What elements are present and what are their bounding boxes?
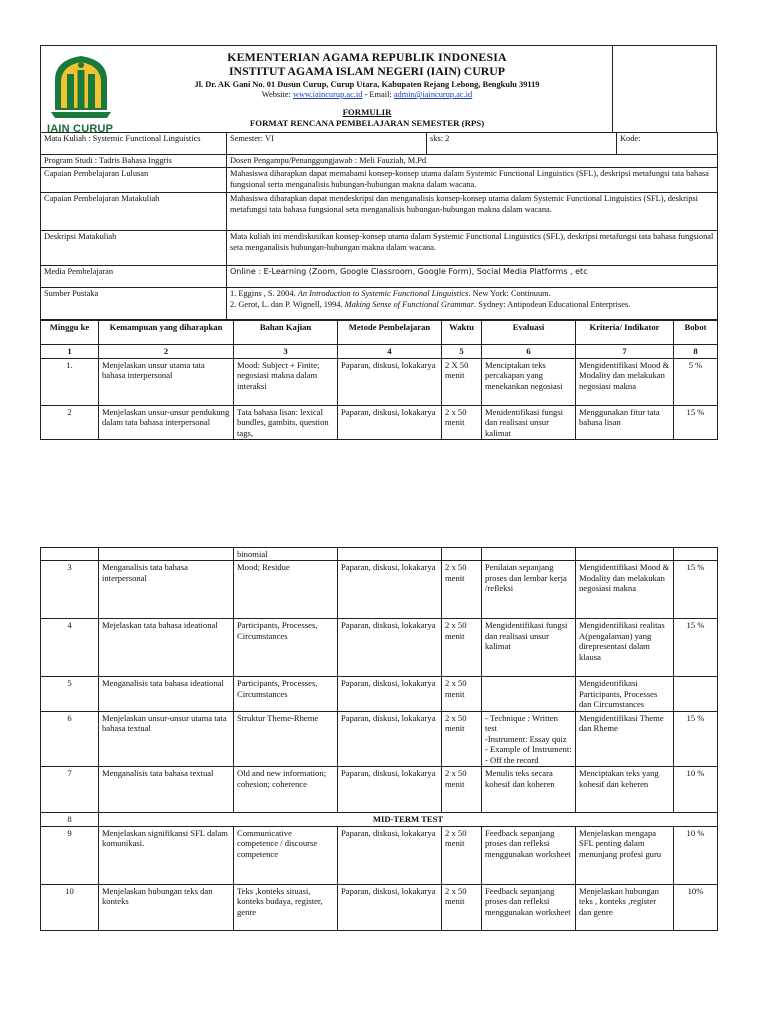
midterm-label: MID-TERM TEST xyxy=(99,813,718,826)
row-weight: 15 % xyxy=(674,405,718,439)
row-ability: Menjelaskan hubungan teks dan konteks xyxy=(99,884,234,930)
row-eval xyxy=(482,677,576,711)
colnum-5: 5 xyxy=(442,345,482,358)
logo-text: IAIN CURUP xyxy=(47,123,114,135)
course-info-table xyxy=(40,132,718,320)
row-eval: - Technique : Written test -Instrument: Essay quiz - Example of Instrument: - Off the record xyxy=(482,711,576,766)
col-material: Bahan Kajian xyxy=(234,321,338,345)
row-method: Paparan, diskusi, lokakarya xyxy=(338,677,442,711)
col-ability: Kemampuan yang diharapkan xyxy=(99,321,234,345)
header-divider xyxy=(612,46,613,133)
reference-2: 2. Gerot, L. dan P. Wignell, 1994. Making Sense of Functional Grammar. Sydney: Antipodean Educational Enterprises. xyxy=(230,299,631,309)
colnum-4: 4 xyxy=(338,345,442,358)
course-name-value: : Systemic Functional Linguistics xyxy=(88,134,201,143)
row-weight: 15 % xyxy=(674,711,718,766)
row-week: 1. xyxy=(41,358,99,405)
midterm-row xyxy=(41,813,718,826)
document-header xyxy=(40,45,717,135)
colnum-3: 3 xyxy=(234,345,338,358)
row-time: 2 x 50 menit xyxy=(442,767,482,813)
reference-1: 1. Eggins , S. 2004. An Introduction to Systemic Functional Linguistics. New York: Continuum. xyxy=(230,289,551,299)
row-time: 2 x 50 menit xyxy=(442,884,482,930)
row-criteria: Mengidentifikasi realitas A(pengalaman) yang direpresentasi dalam klausa xyxy=(576,619,674,677)
row-criteria: Mengidentifikasi Theme dan Rheme xyxy=(576,711,674,766)
row-weight: 15 % xyxy=(674,561,718,619)
row-criteria: Mengidentifikasi Mood & Modality dan melakukan negosiasi makna xyxy=(576,358,674,405)
col-week: Minggu ke xyxy=(41,321,99,345)
iain-curup-logo-icon xyxy=(45,50,117,132)
colnum-6: 6 xyxy=(482,345,576,358)
colnum-7: 7 xyxy=(576,345,674,358)
row-criteria: Mengidentifikasi Mood & Modality dan melakukan negosiasi makna xyxy=(576,561,674,619)
email-link[interactable]: admin@iaincurup.ac.id xyxy=(393,90,473,100)
row-weight: 10 % xyxy=(674,826,718,884)
row-material: Struktur Theme-Rheme xyxy=(234,711,338,766)
row-week: 5 xyxy=(41,677,99,711)
ministry-name: KEMENTERIAN AGAMA REPUBLIK INDONESIA xyxy=(227,50,507,64)
row-week: 3 xyxy=(41,561,99,619)
cpmk-label: Capaian Pembelajaran Matakuliah xyxy=(41,193,227,231)
row-material: Participants, Processes, Circumstances xyxy=(234,619,338,677)
row-criteria: Mengidentifikasi Participants, Processes dan Circumstances xyxy=(576,677,674,711)
header-text-block xyxy=(121,50,613,129)
table-row xyxy=(41,561,718,619)
colnum-2: 2 xyxy=(99,345,234,358)
row-ability: Menjelaskan signifikansi SFL dalam komunikasi. xyxy=(99,826,234,884)
row-criteria: Menjelaskan hubungan teks , konteks ,register dan genre xyxy=(576,884,674,930)
row-method: Paparan, diskusi, lokakarya xyxy=(338,561,442,619)
cpl-label: Capaian Pembelajaran Lulusan xyxy=(41,168,227,193)
row-eval: Mengidentifikasi fungsi dan realisasi unsur kalimat xyxy=(482,619,576,677)
continuation-text: binomial xyxy=(234,548,338,561)
colnum-8: 8 xyxy=(674,345,718,358)
cpl-value: Mahasiswa diharapkan dapat memahami konsep-konsep utama dalam Systemic Functional Linguistics (SFL), deskripsi metafungsi tata bahasa fungsional serta menganalisis hubungan-hubungan makna dalam wacana. xyxy=(227,168,718,193)
row-ability: Menganalisis tata bahasa interpersonal xyxy=(99,561,234,619)
row-criteria: Menciptakan teks yang kohesif dan keheren xyxy=(576,767,674,813)
row-eval: Feedback sepanjang proses dan refleksi menggunakan worksheet xyxy=(482,826,576,884)
sumber-label: Sumber Pustaka xyxy=(41,288,227,320)
sumber-value xyxy=(227,288,718,320)
row-eval: Menulis teks secara kohesif dan koheren xyxy=(482,767,576,813)
rps-page-2 xyxy=(40,547,717,945)
row-eval: Menciptakan teks percakapan yang menekankan negosiasi xyxy=(482,358,576,405)
row-weight: 15 % xyxy=(674,619,718,677)
row-week: 9 xyxy=(41,826,99,884)
col-criteria: Kriteria/ Indikator xyxy=(576,321,674,345)
row-week: 10 xyxy=(41,884,99,930)
row-ability: Menjelaskan unsur-unsur pendukung dalam tata bahasa interpersonal xyxy=(99,405,234,439)
row-eval: Menidentifikasi fungsi dan realisasi unsur kalimat xyxy=(482,405,576,439)
row-week: 4 xyxy=(41,619,99,677)
table-row xyxy=(41,826,718,884)
table-row xyxy=(41,405,718,439)
row-material: Mood; Residue xyxy=(234,561,338,619)
row-ability: Menganalisis tata bahasa ideational xyxy=(99,677,234,711)
row-method: Paparan, diskusi, lokakarya xyxy=(338,767,442,813)
row-criteria: Menggunakan fitur tata bahasa lisan xyxy=(576,405,674,439)
email-label: - Email: xyxy=(362,90,394,100)
row-material: Communicative competence / discourse competence xyxy=(234,826,338,884)
row-ability: Mejelaskan tata bahasa ideational xyxy=(99,619,234,677)
col-eval: Evaluasi xyxy=(482,321,576,345)
row-criteria: Menjelaskan mengapa SFL penting dalam menunjang profesi guru xyxy=(576,826,674,884)
column-number-row xyxy=(41,345,718,358)
row-time: 2 x 50 menit xyxy=(442,619,482,677)
col-method: Metode Pembelajaran xyxy=(338,321,442,345)
course-name-label: Mata Kuliah xyxy=(44,134,87,143)
table-row xyxy=(41,884,718,930)
cpmk-value: Mahasiswa diharapkan dapat mendeskripsi dan menganalisis konsep-konsep utama dalam Systemic Functional Linguistics (SFL), deskripsi metafungsi tata bahasa fungsional seta menganalisis hubungan-hubungan makna dalam wacana. xyxy=(227,193,718,231)
row-ability: Menjelaskan unsur utama tata bahasa interpersonal xyxy=(99,358,234,405)
form-title: FORMULIR xyxy=(342,107,392,118)
rps-page-1 xyxy=(40,45,717,442)
row-week: 2 xyxy=(41,405,99,439)
desc-value: Mata kuliah ini mendiskusikan konsep-konsep utama dalam Systemic Functional Linguistics (SFL), deskripsi metafungsi tata bahasa fungsional seta menganalisis hubungan-hubungan makna dalam wacana. xyxy=(227,231,718,266)
sks-cell: sks: 2 xyxy=(427,133,617,155)
row-time: 2 x 50 menit xyxy=(442,677,482,711)
kode-cell: Kode: xyxy=(617,133,718,155)
row-eval: Feedback sepanjang proses dan refleksi menggunakan worksheet xyxy=(482,884,576,930)
desc-label: Deskripsi Matakuliah xyxy=(41,231,227,266)
table-row xyxy=(41,711,718,766)
row-week: 6 xyxy=(41,711,99,766)
midterm-week: 8 xyxy=(41,813,99,826)
row-material: Old and new information; cohesion; coherence xyxy=(234,767,338,813)
contact-line xyxy=(121,90,613,100)
row-material: Participants, Processes, Circumstances xyxy=(234,677,338,711)
row-method: Paparan, diskusi, lokakarya xyxy=(338,405,442,439)
row-weight xyxy=(674,677,718,711)
website-link[interactable]: www.iaincurup.ac.id xyxy=(292,90,363,100)
table-row xyxy=(41,677,718,711)
col-weight: Bobot xyxy=(674,321,718,345)
prodi-cell: Program Studi : Tadris Bahasa Inggris xyxy=(41,155,227,168)
dosen-cell: Dosen Pengampu/Penanggungjawab : Meli Fauziah, M.Pd xyxy=(227,155,718,168)
row-time: 2 X 50 menit xyxy=(442,358,482,405)
form-subtitle: FORMAT RENCANA PEMBELAJARAN SEMESTER (RPS) xyxy=(249,118,485,128)
column-header-row xyxy=(41,321,718,345)
row-time: 2 x 50 menit xyxy=(442,826,482,884)
table-row xyxy=(41,767,718,813)
website-label: Website: xyxy=(261,90,293,100)
table-row xyxy=(41,619,718,677)
row-ability: Menganalisis tata bahasa textual xyxy=(99,767,234,813)
row-material: Teks ,konteks situasi, konteks budaya, register, genre xyxy=(234,884,338,930)
row-ability: Menjelaskan unsur-unsur utama tata bahasa textual xyxy=(99,711,234,766)
colnum-1: 1 xyxy=(41,345,99,358)
row-eval: Penilaian sepanjang proses dan lembar kerja /refleksi xyxy=(482,561,576,619)
media-label: Media Pembelajaran xyxy=(41,266,227,288)
row-weight: 5 % xyxy=(674,358,718,405)
table-row xyxy=(41,358,718,405)
row-time: 2 x 50 menit xyxy=(442,711,482,766)
institute-name: INSTITUT AGAMA ISLAM NEGERI (IAIN) CURUP xyxy=(228,64,506,79)
row-time: 2 x 50 menit xyxy=(442,561,482,619)
row-material: Mood: Subject + Finite; negosiasi makna dalam interaksi xyxy=(234,358,338,405)
row-method: Paparan, diskusi, lokakarya xyxy=(338,884,442,930)
row-method: Paparan, diskusi, lokakarya xyxy=(338,711,442,766)
row-weight: 10% xyxy=(674,884,718,930)
schedule-table-page2 xyxy=(40,547,718,931)
row-method: Paparan, diskusi, lokakarya xyxy=(338,358,442,405)
row-weight: 10 % xyxy=(674,767,718,813)
media-value: Online : E-Learning (Zoom, Google Classroom, Google Form), Social Media Platforms , etc xyxy=(227,266,718,288)
row-method: Paparan, diskusi, lokakarya xyxy=(338,826,442,884)
schedule-table-page1 xyxy=(40,320,718,440)
institute-address: Jl. Dr. AK Gani No. 01 Dusun Curup, Curup Utara, Kabupaten Rejang Lebong, Bengkulu 39119 xyxy=(194,79,540,89)
semester-cell: Semester: VI xyxy=(227,133,427,155)
col-time: Waktu xyxy=(442,321,482,345)
row-time: 2 x 50 menit xyxy=(442,405,482,439)
continuation-row xyxy=(41,548,718,561)
row-week: 7 xyxy=(41,767,99,813)
row-material: Tata bahasa lisan: lexical bundles, gambits, question tags, xyxy=(234,405,338,439)
row-method: Paparan, diskusi, lokakarya xyxy=(338,619,442,677)
